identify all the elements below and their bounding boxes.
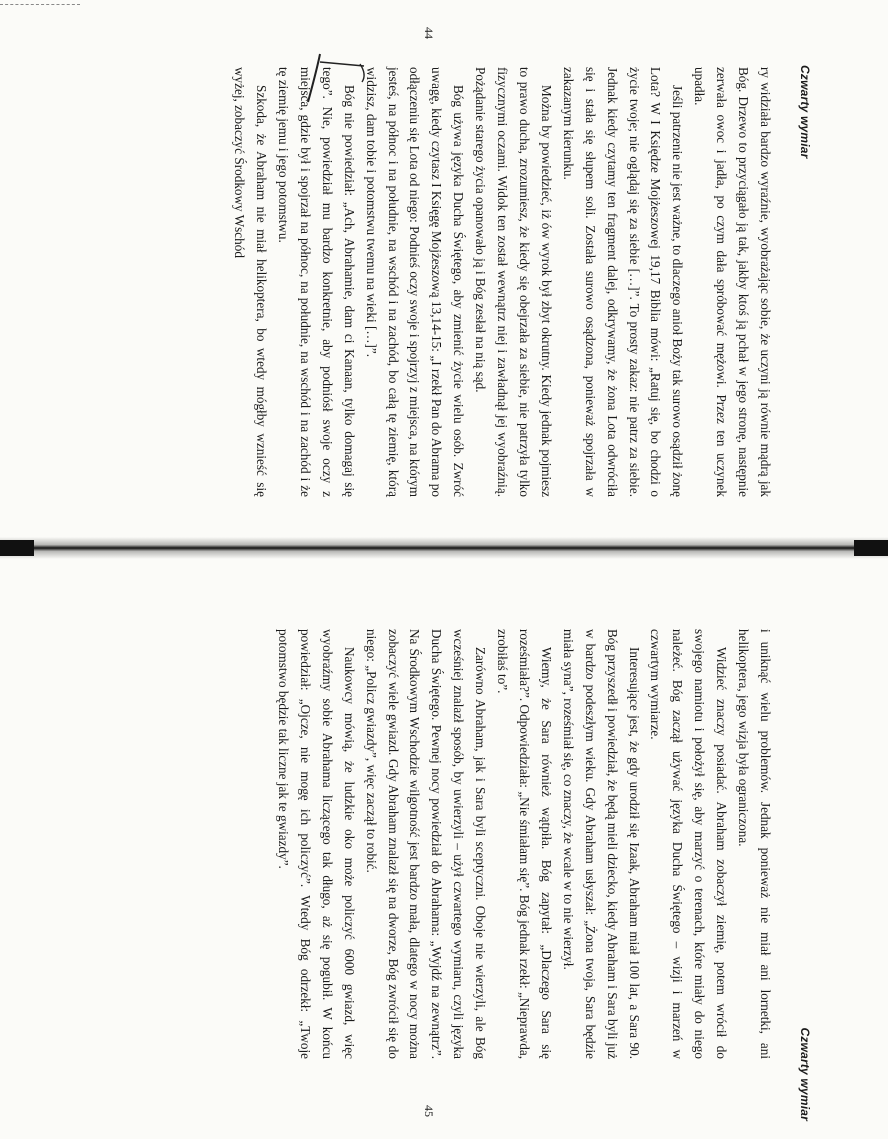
- paragraph: Naukowcy mówią, że ludzkie oko może policzyć 6000 gwiazd, więc wyobraźmy sobie Abrahama liczącego tak długo, aż się pogubił. W końcu powiedział: „Ojcze, nie mogę ich policzyć”. Wtedy Bóg odrzekł: „Twoje potomstwo będzie tak liczne jak te gwiazdy”.: [276, 629, 357, 1059]
- page-number: 45: [422, 1105, 436, 1117]
- paragraph: Interesujące jest, że gdy urodził się Izaak, Abraham miał 100 lat, a Sara 90. Bóg przyszedł i powiedział, że będą mieli dziecko, kiedy Abraham i Sara byli już w bardzo podeszłym wieku. Gdy Abraham usłyszał: „Żona twoja, Sara będzie miała syna”, roześmiał się, co znaczy, że wcale w to nie wierzył.: [560, 629, 642, 1059]
- paragraph: Widzieć znaczy posiadać. Abraham zobaczył ziemię, potem wrócił do swojego namiotu i położył się, aby marzyć o terenach, które miały do niego należeć. Bóg zaczął używać języka Ducha Świętego – wizji i marzeń w czwartym wymiarze.: [648, 629, 730, 1059]
- paragraph: Można by powiedzieć, iż ów wyrok był zbyt okrutny. Kiedy jednak pojmiesz to prawo ducha, zrozumiesz, że kiedy się obejrzała za siebie, nie patrzyła tylko fizycznymi oczami. Widok ten został wewnątrz niej i zawładnął jej wyobraźnią. Pożądanie starego życia opanowało ją i Bóg zesłał na nią sąd.: [473, 67, 554, 497]
- paragraph: Szkoda, że Abraham nie miał helikoptera, bo wtedy mógłby wznieść się wyżej, zobaczyć Środkowy Wschód: [232, 67, 270, 497]
- scan-edge-mark: [0, 4, 80, 6]
- paragraph: i uniknąć wielu problemów. Jednak ponieważ nie miał ani lornetki, ani helikoptera, jego wizja była ograniczona.: [736, 629, 773, 1059]
- gutter-edge-right: [854, 540, 888, 556]
- paragraph: Zarówno Abraham, jak i Sara byli sceptyczni. Oboje nie wierzyli, ale Bóg wcześniej znalazł sposób, by uwierzyli – użył czwartego wymiaru, czyli języka Ducha Świętego. Pewnej nocy powiedział do Abrahama: „Wyjdź na zewnątrz”. Na Środkowym Wschodzie wilgotność jest bardzo mała, dlatego w nocy można zobaczyć wiele gwiazd. Gdy Abraham znalazł się na dworze, Bóg zwrócił się do niego: „Policz gwiazdy”, więc zaczął to robić.: [363, 629, 489, 1059]
- running-head: Czwarty wymiar: [798, 1027, 812, 1121]
- paragraph: ry widziała bardzo wyraźnie, wyobrażając sobie, że uczyni ją równie mądrą jak Bóg. Drzewo to przyciągało ją tak, jakby ktoś ją pchał w jego stronę, następnie zerwała owoc i jadła, po czym dała spróbować mężowi. Przez ten uczynek upadła.: [692, 67, 773, 497]
- right-page: [276, 575, 828, 1139]
- left-page: [232, 5, 828, 569]
- text-block: [272, 629, 776, 1059]
- paragraph: Jeśli patrzenie nie jest ważne, to dlaczego anioł Boży tak surowo osądził żonę Lota? W I Księdze Mojżeszowej 19,17 Biblia mówi: „Ratuj się, bo chodzi o życie twoje; nie oglądaj się za siebie […]”. To prosty zakaz: nie patrz za siebie. Jednak kiedy czytamy ten fragment dalej, odkrywamy, że żona Lota odwróciła się i stała się słupem soli. Została surowo osądzona, ponieważ spojrzała w zakazanym kierunku.: [560, 67, 686, 497]
- paragraph: Bóg nie powiedział: „Ach, Abrahamie, dam ci Kanaan, tylko domagaj się tego”. Nie, powiedział mu bardzo konkretnie, aby podniósł swoje oczy z miejsca, gdzie był i spojrzał na północ, na południe, na wschód i na zachód i że tę ziemię jemu i jego potomstwu.: [276, 67, 357, 497]
- gutter-edge-left: [0, 540, 34, 556]
- paragraph: Wiemy, że Sara również wątpiła. Bóg zapytał: „Dlaczego Sara się roześmiała?”. Odpowiedziała: „Nie śmiałam się”. Bóg jednak rzekł: „Nieprawda, zrobiłaś to”.: [495, 629, 554, 1059]
- page-number: 44: [422, 27, 436, 39]
- paragraph: Bóg używa języka Ducha Świętego, aby zmienić życie wielu osób. Zwróć uwagę, kiedy czytasz I Księgę Mojżeszową 13,14-15: „I rzekł Pan do Abrama po odłączeniu się Lota od niego: Podnieś oczy swoje i spojrzyj z miejsca, na którym jesteś, na północ i na południe, na wschód i na zachód, bo całą tę ziemię, którą widzisz, dam tobie i potomstwu twemu na wieki […]”.: [363, 67, 467, 497]
- book-gutter: [0, 537, 888, 559]
- text-block: [228, 67, 776, 497]
- pen-mark-icon: [300, 50, 370, 110]
- running-head: Czwarty wymiar: [798, 65, 812, 159]
